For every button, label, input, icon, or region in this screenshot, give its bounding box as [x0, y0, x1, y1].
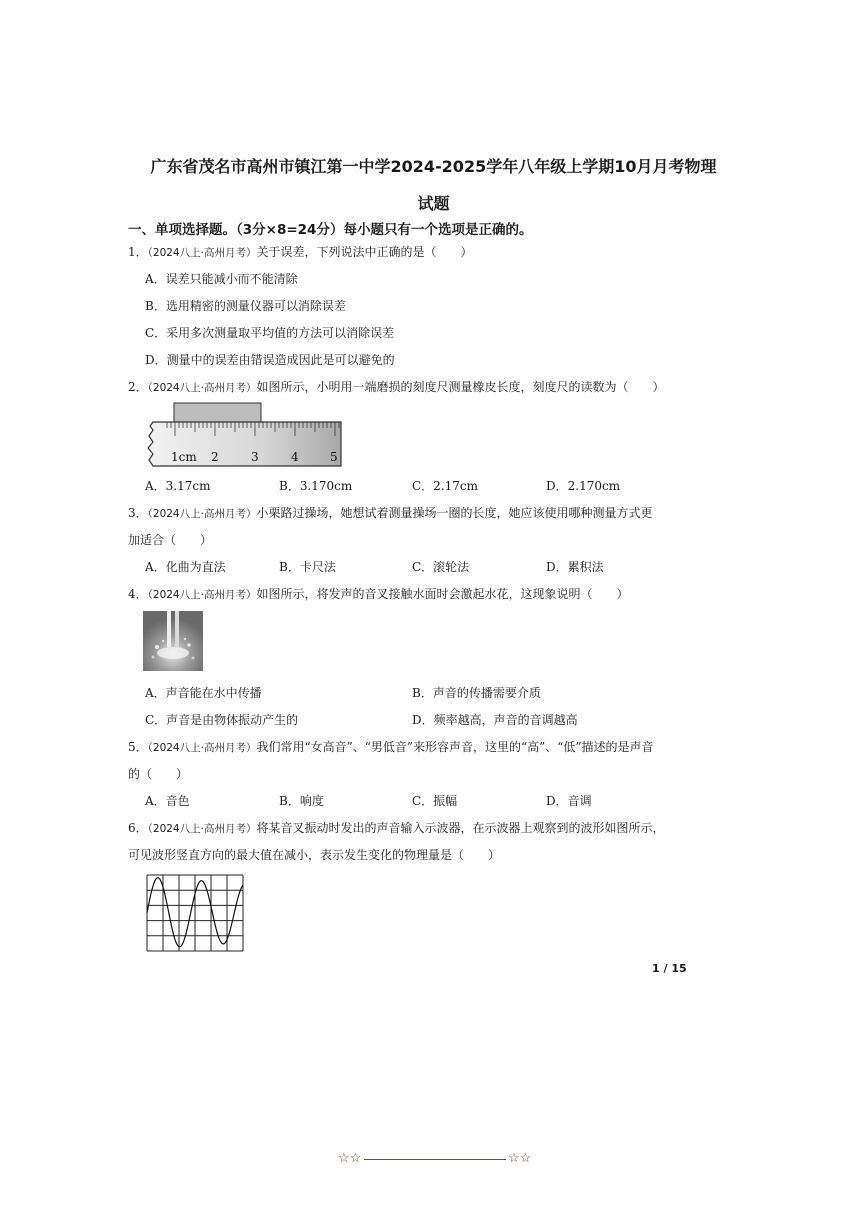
question-2-option-c: C．2.17cm [412, 479, 479, 493]
question-3-stem-line2: 加适合（ ） [128, 533, 213, 547]
ruler-label-3: 3 [251, 450, 259, 464]
water-splash [157, 647, 189, 659]
question-source-tag: （2024八上·高州月考） [147, 589, 257, 601]
question-3-option-a: A．化曲为直法 [145, 560, 226, 574]
question-4-stem [128, 585, 628, 602]
question-2-option-b: B．3.170cm [279, 479, 353, 493]
oscilloscope-waveform-figure [145, 873, 245, 953]
question-2-stem [128, 378, 664, 395]
question-number: 6． [128, 821, 148, 835]
question-5-option-c: C．振幅 [412, 794, 458, 808]
question-5-option-b: B．响度 [279, 794, 324, 808]
question-number: 4． [128, 587, 148, 601]
question-source-tag: （2024八上·高州月考） [147, 508, 257, 520]
question-4-option-d: D．频率越高，声音的音调越高 [412, 713, 578, 727]
question-3-option-c: C．滚轮法 [412, 560, 470, 574]
question-source-tag: （2024八上·高州月考） [147, 382, 257, 394]
question-text: 如图所示，将发声的音叉接触水面时会激起水花，这现象说明（ ） [256, 587, 629, 601]
question-1-option-a: A．误差只能减小而不能清除 [145, 272, 298, 286]
ruler-label-1cm: 1cm [171, 450, 197, 464]
question-3-option-b: B．卡尺法 [279, 560, 336, 574]
footer-ornament [338, 1150, 532, 1168]
question-number: 3． [128, 506, 148, 520]
ruler-label-4: 4 [291, 450, 299, 464]
question-text: 小栗路过操场，她想试着测量操场一圈的长度，她应该使用哪种测量方式更 [256, 506, 653, 520]
star-icon: ☆☆ [508, 1151, 532, 1166]
page-number: 1 / 15 [652, 962, 687, 975]
oscilloscope-grid [147, 875, 243, 951]
eraser-block [174, 403, 261, 422]
question-5-option-d: D．音调 [546, 794, 592, 808]
question-1-option-c: C．采用多次测量取平均值的方法可以消除误差 [145, 326, 395, 340]
question-2-option-d: D．2.170cm [546, 479, 621, 493]
tuning-fork-prong-right [175, 611, 179, 647]
question-4-option-b: B．声音的传播需要介质 [412, 686, 541, 700]
question-2-option-a: A．3.17cm [145, 479, 211, 493]
question-6-stem-line2: 可见波形竖直方向的最大值在减小，表示发生变化的物理量是（ ） [128, 848, 501, 862]
question-1-option-d: D．测量中的误差由错误造成因此是可以避免的 [145, 353, 395, 367]
question-3-stem [128, 504, 652, 521]
question-5-stem-line2: 的（ ） [128, 767, 189, 781]
question-source-tag: （2024八上·高州月考） [147, 742, 257, 754]
question-1-option-b: B．选用精密的测量仪器可以消除误差 [145, 299, 346, 313]
question-5-option-a: A．音色 [145, 794, 190, 808]
question-1-stem [128, 243, 472, 260]
question-number: 5． [128, 740, 148, 754]
question-6-stem [128, 819, 664, 836]
question-text: 我们常用“女高音”、“男低音”来形容声音，这里的“高”、“低”描述的是声音 [256, 740, 654, 754]
document-title: 广东省茂名市高州市镇江第一中学2024-2025学年八年级上学期10月月考物理 [150, 157, 717, 176]
question-4-option-a: A．声音能在水中传播 [145, 686, 262, 700]
question-text: 如图所示，小明用一端磨损的刻度尺测量橡皮长度，刻度尺的读数为（ ） [256, 380, 665, 394]
question-3-option-d: D．累积法 [546, 560, 604, 574]
footer-divider [364, 1159, 506, 1160]
document-title-line2: 试题 [417, 194, 450, 213]
question-source-tag: （2024八上·高州月考） [147, 823, 257, 835]
ruler-label-5: 5 [330, 450, 338, 464]
section-heading: 一、单项选择题。（3分×8=24分）每小题只有一个选项是正确的。 [128, 222, 533, 238]
question-4-option-c: C．声音是由物体振动产生的 [145, 713, 299, 727]
ruler-label-2: 2 [211, 450, 219, 464]
question-text: 关于误差，下列说法中正确的是（ ） [256, 245, 473, 259]
question-source-tag: （2024八上·高州月考） [147, 247, 257, 259]
tuning-fork-water-photo [143, 611, 203, 671]
question-number: 2． [128, 380, 148, 394]
question-text: 将某音叉振动时发出的声音输入示波器，在示波器上观察到的波形如图所示， [256, 821, 665, 835]
star-icon: ☆☆ [338, 1151, 362, 1166]
ruler-figure [143, 402, 345, 468]
question-number: 1． [128, 245, 148, 259]
question-5-stem [128, 738, 654, 755]
tuning-fork-prong-left [167, 611, 171, 647]
